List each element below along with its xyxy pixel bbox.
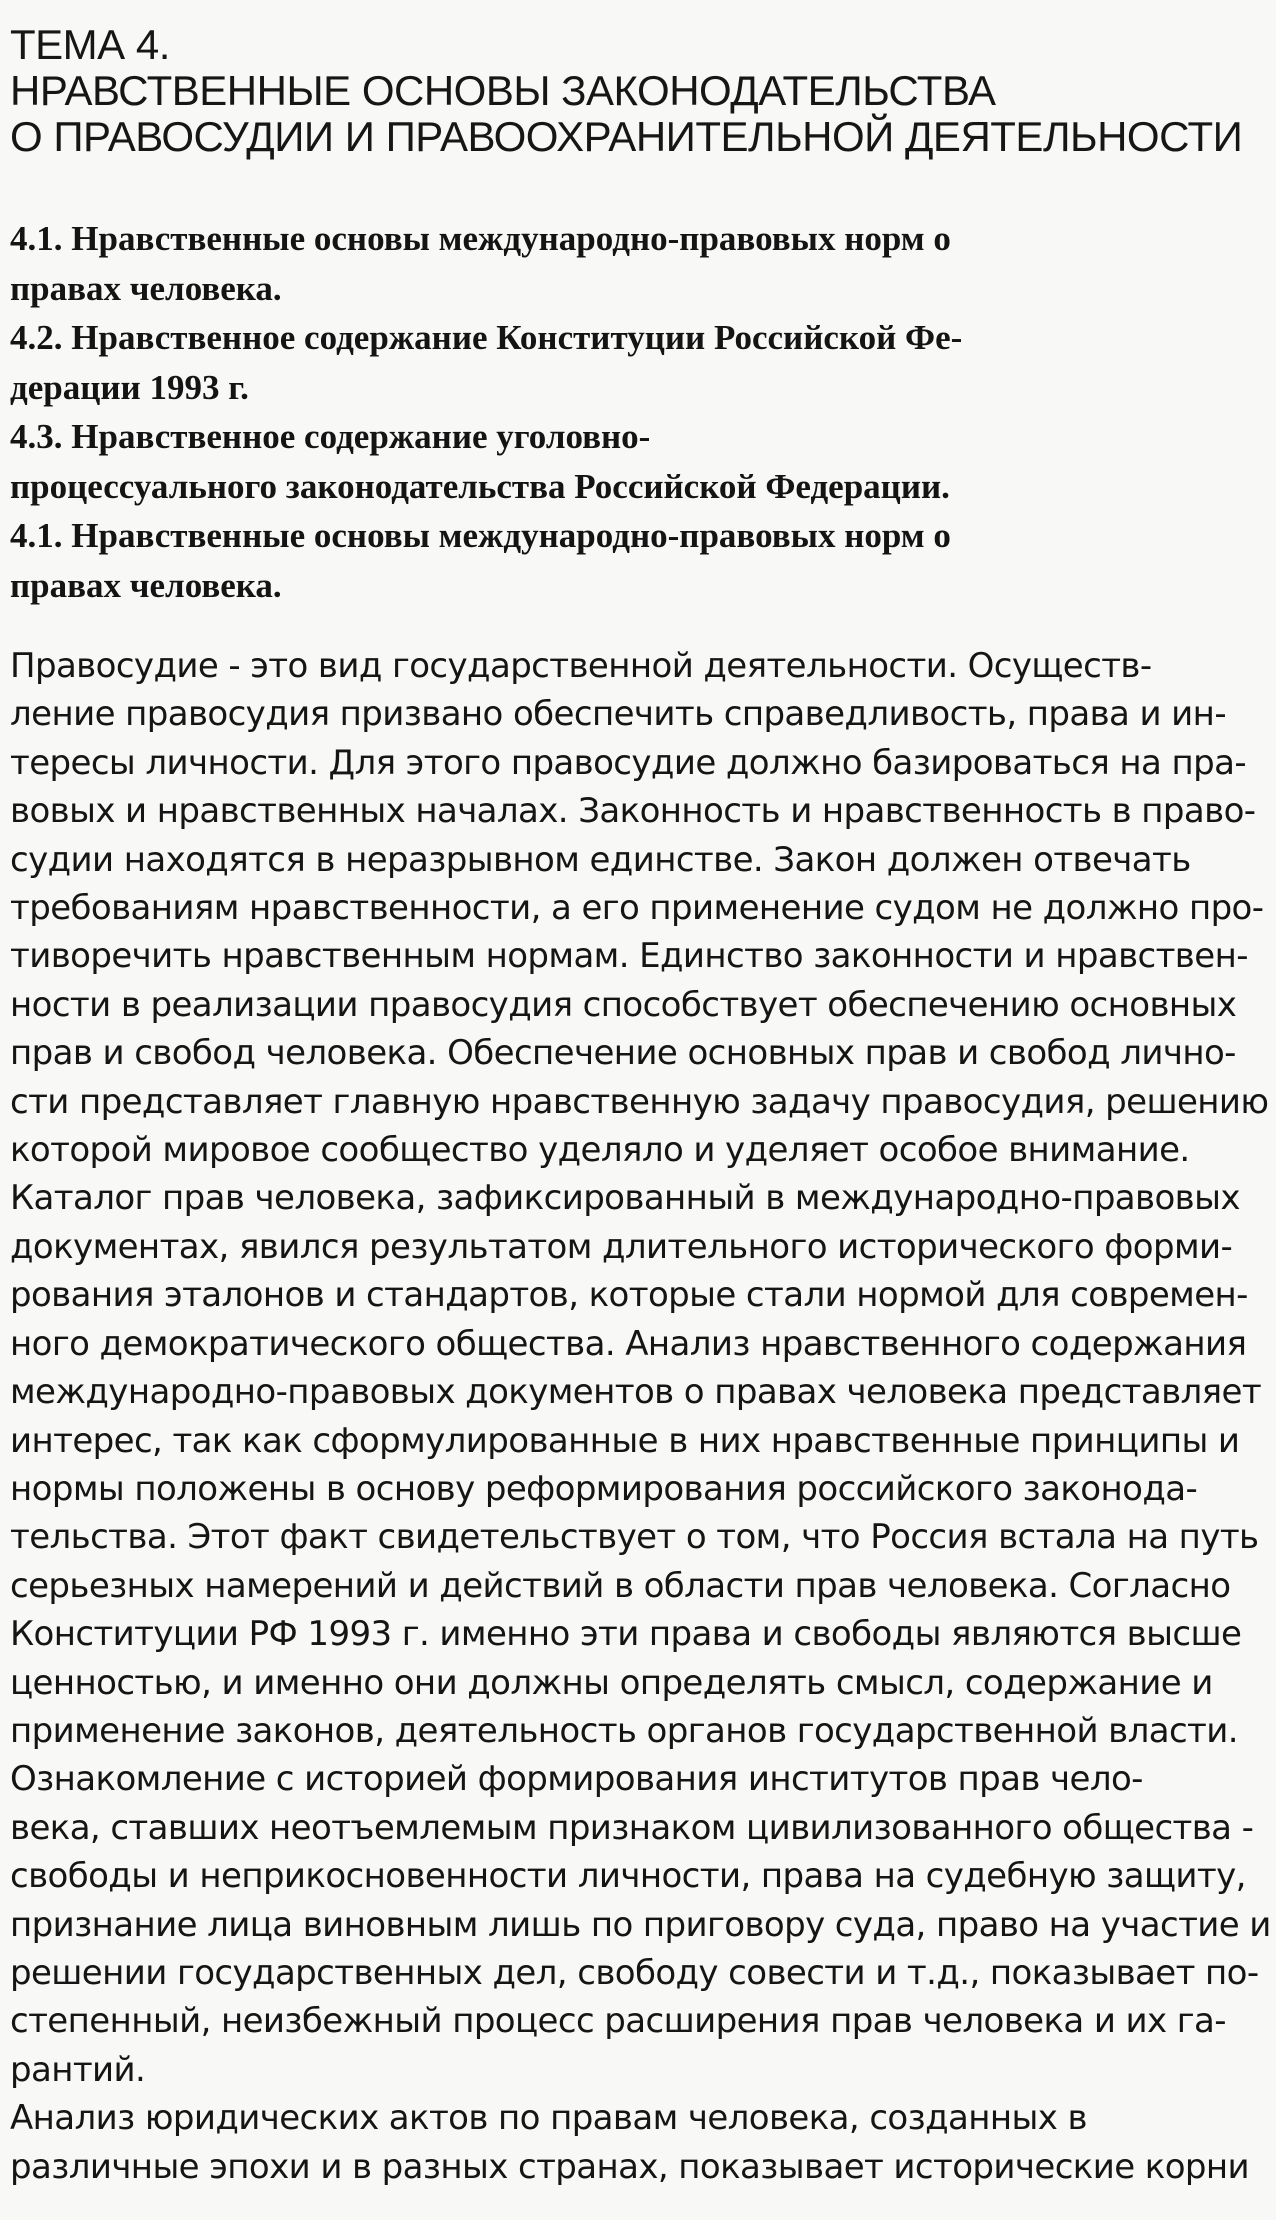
body-line: Правосудие - это вид государственной деятельности. Осуществ- <box>10 646 1152 686</box>
section-line: 4.3. Нравственное содержание уголовно- <box>10 417 651 456</box>
chapter-number: ТЕМА 4. <box>10 21 170 68</box>
body-line: Ознакомление с историей формирования институтов прав чело- <box>10 1759 1143 1800</box>
section-line: 4.1. Нравственные основы международно-правовых норм о <box>10 219 951 258</box>
body-text <box>10 642 1276 2191</box>
body-line: ного демократического общества. Анализ нравственного содержания <box>10 1323 1247 1364</box>
body-line: документах, явился результатом длительного исторического форми- <box>10 1226 1233 1267</box>
section-line: правах человека. <box>10 565 282 605</box>
body-line: Анализ юридических актов по правам человека, созданных в <box>10 2098 1087 2139</box>
body-line: интерес, так как сформулированные в них нравственные принципы и <box>10 1420 1240 1461</box>
body-line: вовых и нравственных началах. Законность и нравственность в право- <box>10 791 1256 832</box>
body-line: признание лица виновным лишь по приговору суда, право на участие и <box>10 1904 1271 1945</box>
body-line: ление правосудия призвано обеспечить справедливость, права и ин- <box>10 694 1226 735</box>
body-line: свободы и неприкосновенности личности, права на судебную защиту, <box>10 1856 1246 1897</box>
body-line: ценностью, и именно они должны определять смысл, содержание и <box>10 1662 1213 1703</box>
body-line: рантий. <box>10 2049 146 2090</box>
body-line: серьезных намерений и действий в области прав человека. Согласно <box>10 1565 1231 1606</box>
section-line: 4.2. Нравственное содержание Конституции Российской Фе- <box>10 318 963 357</box>
body-line: различные эпохи и в разных странах, показывает исторические корни <box>10 2146 1250 2187</box>
section-line: правах человека. <box>10 268 282 308</box>
body-line: требованиям нравственности, а его применение судом не должно про- <box>10 888 1264 929</box>
section-line: 4.1. Нравственные основы международно-правовых норм о <box>10 516 951 555</box>
body-line: степенный, неизбежный процесс расширения прав человека и их га- <box>10 2001 1226 2042</box>
body-line: тересы личности. Для этого правосудие должно базироваться на пра- <box>10 742 1246 783</box>
body-line: судии находятся в неразрывном единстве. Закон должен отвечать <box>10 839 1191 880</box>
body-line: которой мировое сообщество уделяло и уделяет особое внимание. <box>10 1130 1190 1171</box>
body-line: решении государственных дел, свободу совести и т.д., показывает по- <box>10 1952 1259 1993</box>
chapter-title-line-1: НРАВСТВЕННЫЕ ОСНОВЫ ЗАКОНОДАТЕЛЬСТВА <box>10 67 996 114</box>
body-line: сти представляет главную нравственную задачу правосудия, решению <box>10 1081 1269 1122</box>
body-line: тиворечить нравственным нормам. Единство законности и нравствен- <box>10 936 1248 977</box>
body-line: прав и свобод человека. Обеспечение основных прав и свобод лично- <box>10 1033 1236 1074</box>
section-line: дерации 1993 г. <box>10 367 249 407</box>
chapter-title-line-2: О ПРАВОСУДИИ И ПРАВООХРАНИТЕЛЬНОЙ ДЕЯТЕЛЬНОСТИ <box>10 113 1243 160</box>
body-line: международно-правовых документов о правах человека представляет <box>10 1372 1262 1413</box>
section-line: процессуального законодательства Российской Федерации. <box>10 466 950 506</box>
body-line: Конституции РФ 1993 г. именно эти права и свободы являются высше <box>10 1614 1242 1655</box>
body-line: ности в реализации правосудия способствует обеспечению основных <box>10 984 1237 1025</box>
body-line: нормы положены в основу реформирования российского законода- <box>10 1468 1198 1509</box>
chapter-header <box>10 22 1272 160</box>
body-line: применение законов, деятельность органов государственной власти. <box>10 1710 1238 1751</box>
body-line: века, ставших неотъемлемым признаком цивилизованного общества - <box>10 1807 1254 1848</box>
section-list <box>10 214 1272 610</box>
body-line: рования эталонов и стандартов, которые стали нормой для современ- <box>10 1275 1248 1316</box>
body-line: Каталог прав человека, зафиксированный в международно-правовых <box>10 1178 1240 1219</box>
body-line: тельства. Этот факт свидетельствует о том, что Россия встала на путь <box>10 1517 1259 1558</box>
